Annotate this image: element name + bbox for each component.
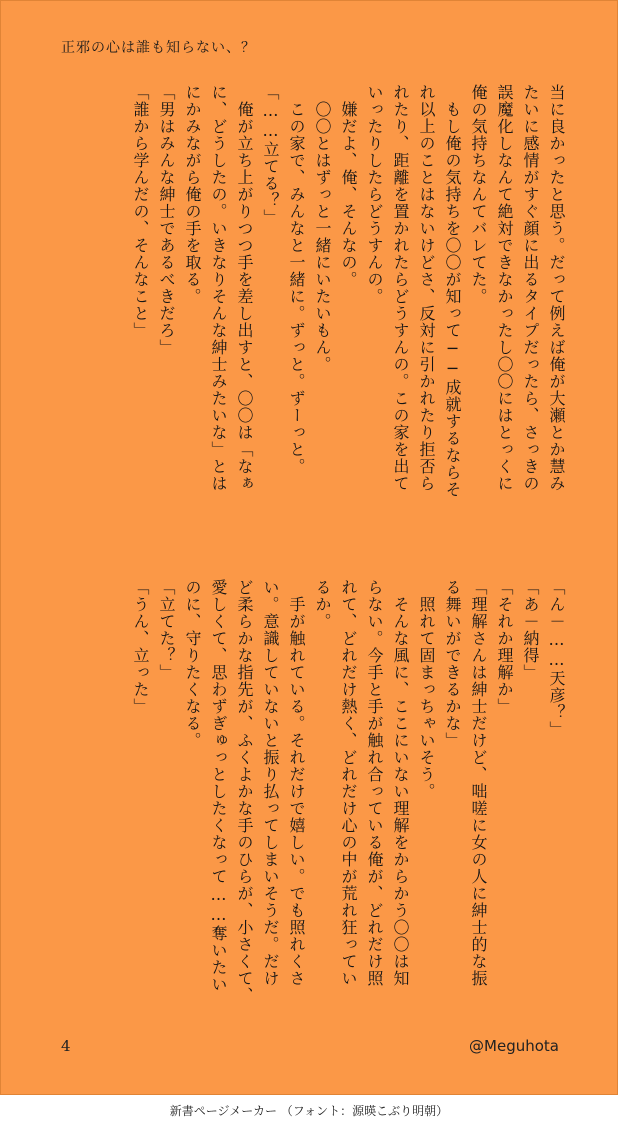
text-line: もし俺の気持ちを〇〇が知って──成就するならそ — [443, 84, 462, 498]
text-line: この家で、みんなと一緒に。ずっと。ずーっと。 — [287, 84, 306, 475]
text-line: れたり、距離を置かれたらどうすんの。この家を出て — [391, 84, 410, 492]
author-handle: @Meguhota — [469, 1037, 559, 1055]
generator-credit: 新書ページメーカー （フォント：源暎こぶり明朝） — [169, 1104, 449, 1118]
text-line: 手が触れている。それだけで嬉しい。でも照れくさ — [287, 579, 306, 987]
text-line: 当に良かったと思う。だって例えば俺が大瀬とか慧み — [547, 84, 566, 492]
text-line: 「理解さんは紳士だけど、咄嗟に女の人に紳士的な振 — [469, 579, 488, 987]
text-line: 「誰から学んだの、そんなこと」 — [131, 84, 150, 339]
text-line: 「男はみんな紳士であるべきだろ」 — [157, 84, 176, 356]
top-text-block — [127, 84, 569, 534]
text-line: 誤魔化しなんて絶対できなかったし〇〇にはとっくに — [495, 84, 514, 492]
text-line: 嫌だよ、俺、そんなの。 — [339, 84, 358, 288]
text-line: そんな風に、ここにいない理解をからかう〇〇は知 — [391, 579, 410, 987]
text-line: にかみながら俺の手を取る。 — [183, 84, 202, 305]
text-line: いったりしたらどうすんの。 — [365, 84, 384, 305]
text-line: に、どうしたの。いきなりそんな紳士みたいな」とは — [209, 84, 228, 492]
text-line: れ以上のことはないけどさ、反対に引かれたり拒否ら — [417, 84, 436, 492]
text-line: 「……立てる？」 — [261, 84, 280, 226]
text-line: 俺が立ち上がりつつ手を差し出すと、〇〇は「なぁ — [235, 84, 254, 492]
page-number: 4 — [61, 1037, 71, 1055]
page-header-title: 正邪の心は誰も知らない、？ — [61, 40, 256, 56]
text-line: 「立てた？」 — [157, 579, 176, 681]
text-line: 「うん、立った」 — [131, 579, 150, 715]
text-line: 俺の気持ちなんてバレてた。 — [469, 84, 488, 305]
text-line: 「ん－……天彦？」 — [547, 579, 566, 738]
bottom-text-block — [127, 579, 569, 1029]
text-line: い。意識していないと振り払ってしまいそうだ。だけ — [261, 579, 280, 987]
text-line: れて、どれだけ熱く、どれだけ心の中が荒れ狂ってい — [339, 579, 358, 987]
text-line: 愛しくて、思わずぎゅっとしたくなって……奪いたい — [209, 579, 228, 993]
text-line: 「それか理解か」 — [495, 579, 514, 715]
text-line: のに、守りたくなる。 — [183, 579, 202, 749]
text-line: るか。 — [313, 579, 332, 630]
text-line: 照れて固まっちゃいそう。 — [417, 579, 436, 800]
text-line: る舞いができるかな」 — [443, 579, 462, 749]
text-line: ど柔らかな指先が、ふくよかな手のひらが、小さくて、 — [235, 579, 254, 1004]
text-line: らない。今手と手が触れ合っている俺が、どれだけ照 — [365, 579, 384, 987]
text-line: たいに感情がすぐ顔に出るタイプだったら、さっきの — [521, 84, 540, 492]
text-line: 「あ－納得」 — [521, 579, 540, 681]
text-line: 〇〇とはずっと一緒にいたいもん。 — [313, 84, 332, 373]
